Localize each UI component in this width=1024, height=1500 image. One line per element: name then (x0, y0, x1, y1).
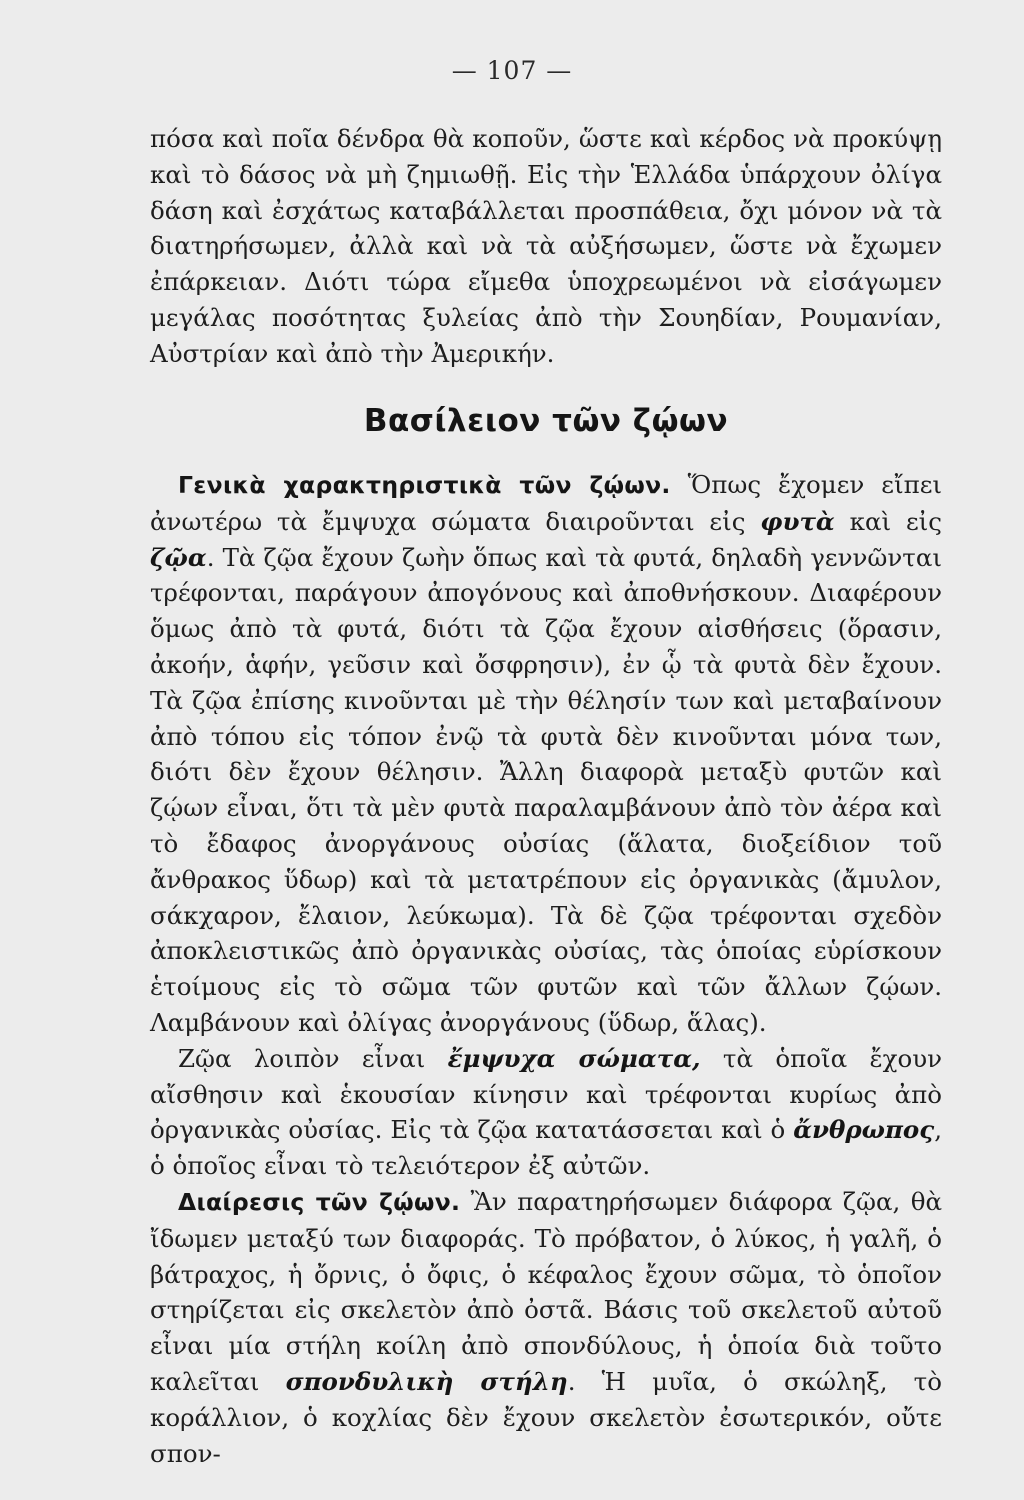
emphasized-term: φυτὰ (760, 506, 835, 536)
section-title: Βασίλειον τῶν ζῴων (363, 403, 729, 439)
intro-paragraph: πόσα καὶ ποῖα δένδρα θὰ κοποῦν, ὥστε καὶ κέρδος νὰ προκύψῃ καὶ τὸ δάσος νὰ μὴ ζημιωθῇ. Εἰς τὴν Ἑλλάδα ὑπάρχουν ὀλίγα δάση καὶ ἐσχάτως καταβάλλεται προσπάθεια, ὄχι μόνον νὰ τὰ διατηρήσωμεν, ἀλλὰ καὶ νὰ τὰ αὐξήσωμεν, ὥστε νὰ ἔχωμεν ἐπάρκειαν. Διότι τώρα εἴμεθα ὑποχρεωμένοι νὰ εἰσάγωμεν μεγάλας ποσότητας ξυλείας ἀπὸ τὴν Σουηδίαν, Ρουμανίαν, Αὐστρίαν καὶ ἀπὸ τὴν Ἀμερικήν. (150, 124, 942, 368)
paragraph-heading-general: Γενικὰ χαρακτηριστικὰ τῶν ζῴων. (178, 471, 671, 499)
paragraph-text: . Τὰ ζῷα ἔχουν ζωὴν ὅπως καὶ τὰ φυτά, δηλαδὴ γεννῶνται τρέφονται, παράγουν ἀπογόνους καὶ ἀποθνήσκουν. Διαφέρουν ὅμως ἀπὸ τὰ φυτά, διότι τὰ ζῷα ἔχουν αἰσθήσεις (ὅρασιν, ἀκοήν, ἁφήν, γεῦσιν καὶ ὄσφρησιν), ἐν ᾧ τὰ φυτὰ δὲν ἔχουν. Τὰ ζῷα ἐπίσης κινοῦνται μὲ τὴν θέλησίν των καὶ μεταβαίνουν ἀπὸ τόπου εἰς τόπον ἐνῷ τὰ φυτὰ δὲν κινοῦνται μόνα των, διότι δὲν ἔχουν θέλησιν. Ἄλλη διαφορὰ μεταξὺ φυτῶν καὶ ζῴων εἶναι, ὅτι τὰ μὲν φυτὰ παραλαμβάνουν ἀπὸ τὸν ἀέρα καὶ τὸ ἔδαφος ἀνοργάνους οὐσίας (ἅλατα, διοξείδιον τοῦ ἄνθρακος ὕδωρ) καὶ τὰ μετατρέπουν εἰς ὀργανικὰς (ἄμυλον, σάκχαρον, ἔλαιον, λεύκωμα). Τὰ δὲ ζῷα τρέφονται σχεδὸν ἀποκλειστικῶς ἀπὸ ὀργανικὰς οὐσίας, τὰς ὁποίας εὑρίσκουν ἑτοίμους εἰς τὸ σῶμα τῶν φυτῶν καὶ τῶν ἄλλων ζῴων. Λαμβάνουν καὶ ὀλίγας ἀνοργάνους (ὕδωρ, ἅλας). (150, 542, 942, 1037)
paragraph-text: τὰ ὁποῖα ἔχουν αἴσθησιν καὶ ἑκουσίαν κίνησιν καὶ τρέφονται κυρίως ἀπὸ ὀργανικὰς οὐσίας. Εἰς τὰ ζῷα κατατάσσεται καὶ ὁ (150, 1043, 943, 1145)
emphasized-term: ἄνθρωπος (793, 1115, 935, 1145)
paragraph-text: . Ἡ μυῖα, ὁ σκώληξ, τὸ κοράλλιον, ὁ κοχλίας δὲν ἔχουν σκελετὸν ἐσωτερικόν, οὔτε σπον- (150, 1366, 942, 1468)
paragraph-text: , ὁ ὁποῖος εἶναι τὸ τελειότερον ἐξ αὐτῶν. (150, 1115, 942, 1181)
paragraph-definition (150, 1041, 942, 1184)
emphasized-term: ἔμψυχα σώματα, (447, 1043, 701, 1073)
paragraph-text: Ζῷα λοιπὸν εἶναι (178, 1043, 448, 1073)
page-number: — 107 — (451, 56, 573, 85)
paragraph-text: Ὅπως ἔχομεν εἴπει ἀνωτέρω τὰ ἔμψυχα σώματα διαιροῦνται εἰς (150, 470, 943, 536)
main-text-block (150, 467, 942, 1471)
paragraph-text: Ἂν παρατηρήσωμεν διάφορα ζῷα, θὰ ἴδωμεν μεταξύ των διαφοράς. Τὸ πρόβατον, ὁ λύκος, ἡ γαλῆ, ὁ βάτραχος, ἡ ὄρνις, ὁ ὄφις, ὁ κέφαλος ἔχουν σῶμα, τὸ ὁποῖον στηρίζεται εἰς σκελετὸν ἀπὸ ὀστᾶ. Βάσις τοῦ σκελετοῦ αὐτοῦ εἶναι μία στήλη κοίλη ἀπὸ σπονδύλους, ἡ ὁποία διὰ τοῦτο καλεῖται (150, 1186, 942, 1396)
emphasized-term: σπονδυλικὴ στήλη (285, 1366, 568, 1396)
paragraph-general-characteristics (150, 467, 942, 1041)
intro-text-block (150, 121, 942, 372)
paragraph-division-of-animals (150, 1184, 942, 1471)
paragraph-text: καὶ εἰς (834, 506, 942, 536)
paragraph-heading-division: Διαίρεσις τῶν ζῴων. (178, 1187, 461, 1216)
emphasized-term: ζῷα (150, 542, 207, 572)
